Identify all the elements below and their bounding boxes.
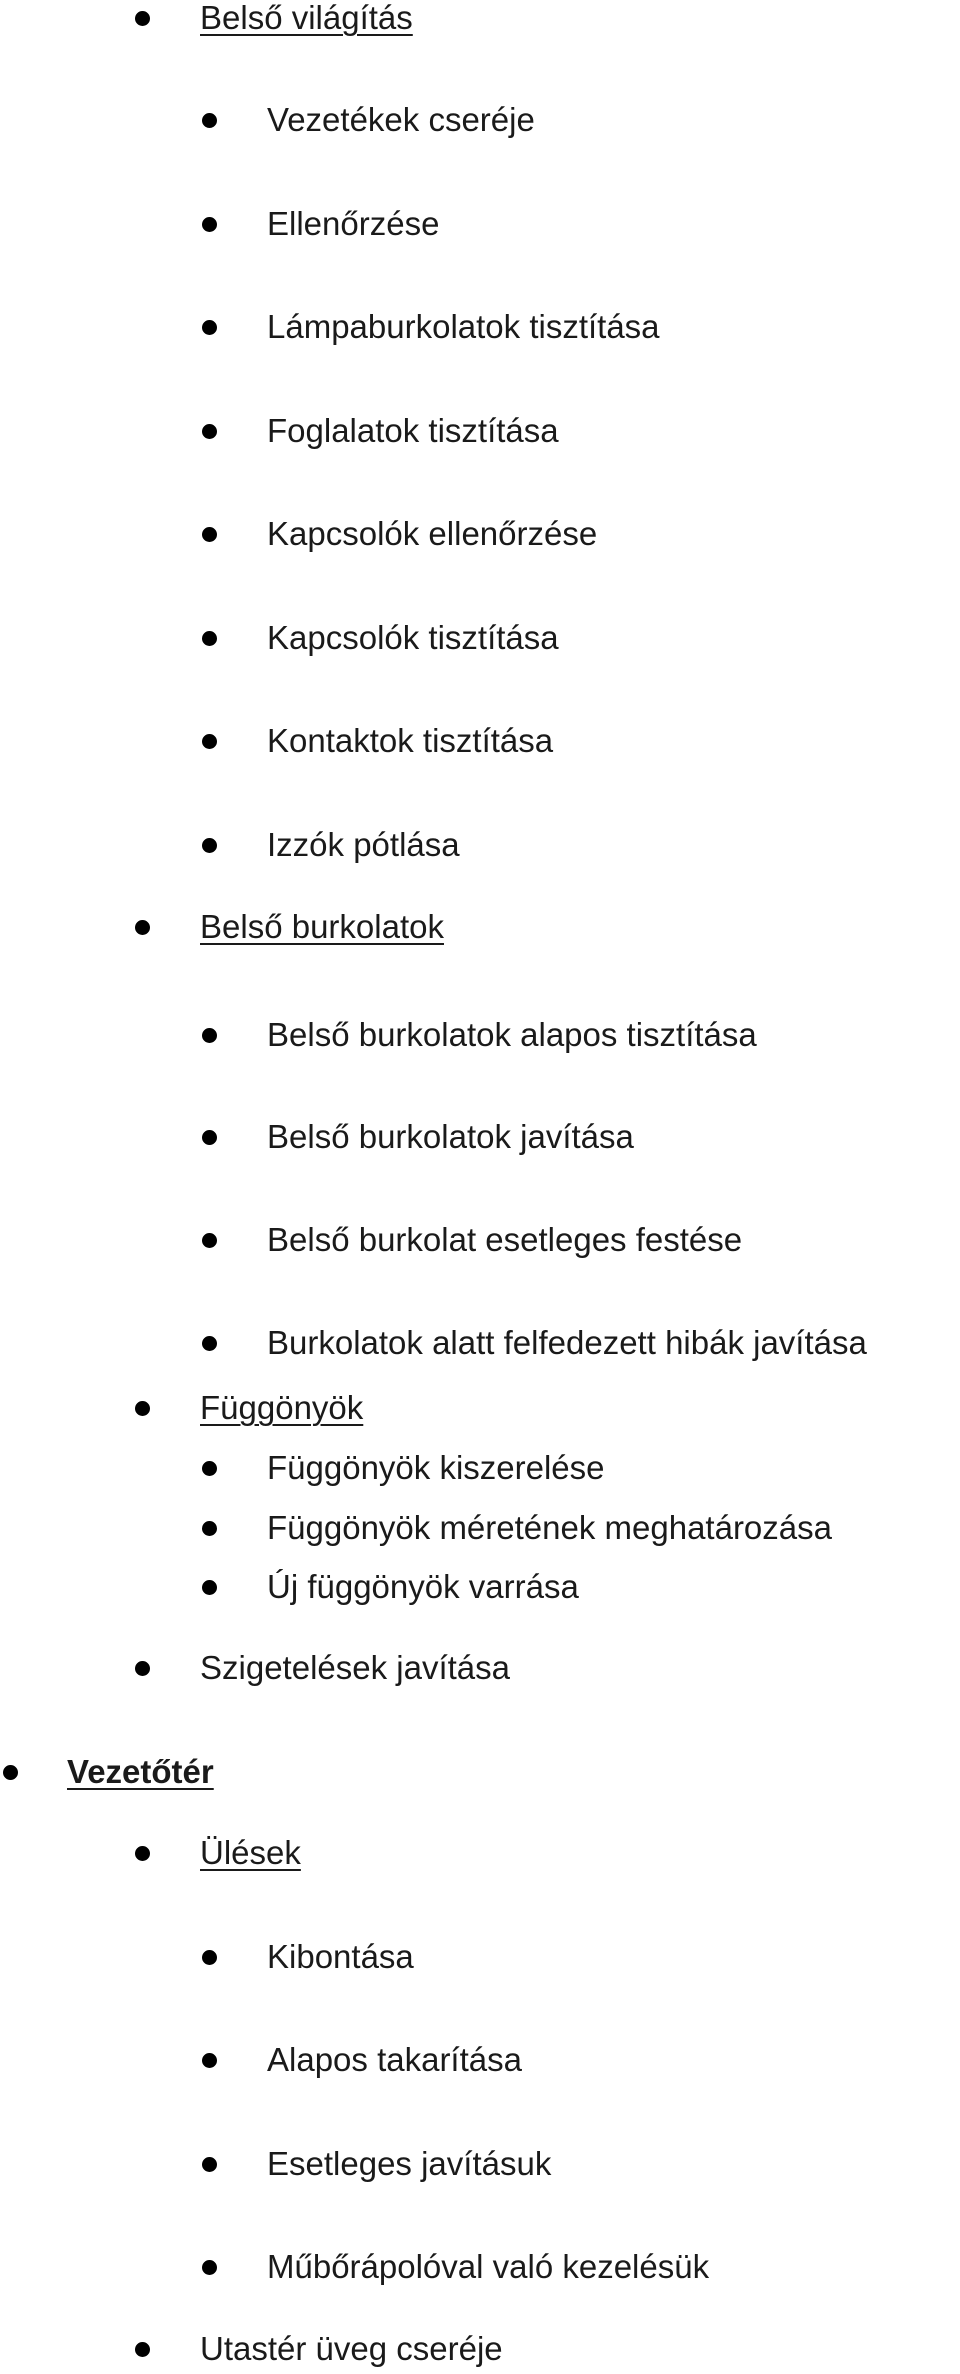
list-item-kapcsolok-ellenorzese [0,509,960,559]
bullet-icon [202,1521,217,1536]
bullet-icon [202,838,217,853]
bullet-icon [202,1336,217,1351]
list-item-fuggonyok-merete [0,1503,960,1553]
list-item-lampaburkolatok [0,302,960,352]
bullet-icon [202,1233,217,1248]
list-item-burkolatok-javitasa [0,1112,960,1162]
bullet-icon [202,734,217,749]
bullet-icon [202,527,217,542]
bullet-icon [202,1950,217,1965]
bullet-icon [135,2342,150,2357]
bullet-icon [202,631,217,646]
list-item-fuggonyok [0,1383,960,1433]
bullet-icon [202,1130,217,1145]
list-item-label: Belső burkolatok [200,908,444,945]
bullet-icon [202,1580,217,1595]
list-item-vezetoter [0,1747,960,1797]
list-item-label: Esetleges javításuk [267,2145,552,2182]
bullet-icon [202,2053,217,2068]
list-item-label: Új függönyök varrása [267,1568,579,1605]
list-item-label: Függönyök [200,1389,364,1426]
bullet-icon [135,11,150,26]
list-item-label: Belső burkolatok javítása [267,1118,634,1155]
list-item-belso-vilagitas [0,0,960,43]
list-item-label: Alapos takarítása [267,2041,522,2078]
list-item-label: Belső burkolatok alapos tisztítása [267,1016,757,1053]
list-item-szigetelesek [0,1643,960,1693]
list-item-label: Függönyök kiszerelése [267,1449,605,1486]
list-item-label: Ülések [200,1834,301,1871]
list-item-utaster-uveg [0,2324,960,2374]
bullet-icon [202,320,217,335]
list-item-label: Lámpaburkolatok tisztítása [267,308,660,345]
list-item-label: Kontaktok tisztítása [267,722,554,759]
list-item-label: Ellenőrzése [267,205,440,242]
list-item-label: Izzók pótlása [267,826,460,863]
list-item-izzok [0,820,960,870]
list-item-label: Szigetelések javítása [200,1649,511,1686]
list-item-ulesek [0,1828,960,1878]
list-item-kontaktok [0,716,960,766]
list-item-fuggonyok-kiszerelese [0,1443,960,1493]
list-item-label: Vezetékek cseréje [267,101,535,138]
list-item-alapos-takaritasa [0,2035,960,2085]
bullet-icon [135,920,150,935]
list-item-label: Kapcsolók tisztítása [267,619,559,656]
list-item-burkolat-festese [0,1215,960,1265]
list-item-mubor-kezeles [0,2242,960,2292]
list-item-burkolatok-tisztitasa [0,1010,960,1060]
list-item-belso-burkolatok [0,902,960,952]
bullet-icon [135,1401,150,1416]
bullet-icon [202,424,217,439]
bullet-icon [202,2260,217,2275]
bullet-icon [202,217,217,232]
list-item-label: Kibontása [267,1938,414,1975]
list-item-esetleges-javitasuk [0,2139,960,2189]
list-item-label: Vezetőtér [67,1753,214,1790]
list-item-label: Kapcsolók ellenőrzése [267,515,598,552]
bullet-icon [202,113,217,128]
list-item-kibontasa [0,1932,960,1982]
bullet-icon [135,1661,150,1676]
list-item-label: Burkolatok alatt felfedezett hibák javítása [267,1324,867,1361]
list-item-hibak-javitasa [0,1318,960,1368]
bullet-icon [202,1461,217,1476]
list-item-label: Műbőrápolóval való kezelésük [267,2248,710,2285]
list-item-label: Belső világítás [200,0,413,36]
list-item-label: Foglalatok tisztítása [267,412,559,449]
list-item-ellenorzese [0,199,960,249]
list-item-uj-fuggonyok [0,1562,960,1612]
list-item-kapcsolok-tisztitasa [0,613,960,663]
bullet-icon [3,1765,18,1780]
list-item-vezetekek-csereje [0,95,960,145]
list-item-label: Utastér üveg cseréje [200,2330,503,2367]
bullet-icon [202,2157,217,2172]
list-item-label: Belső burkolat esetleges festése [267,1221,743,1258]
bullet-icon [135,1846,150,1861]
list-item-foglalatok [0,406,960,456]
bullet-icon [202,1028,217,1043]
list-item-label: Függönyök méretének meghatározása [267,1509,832,1546]
